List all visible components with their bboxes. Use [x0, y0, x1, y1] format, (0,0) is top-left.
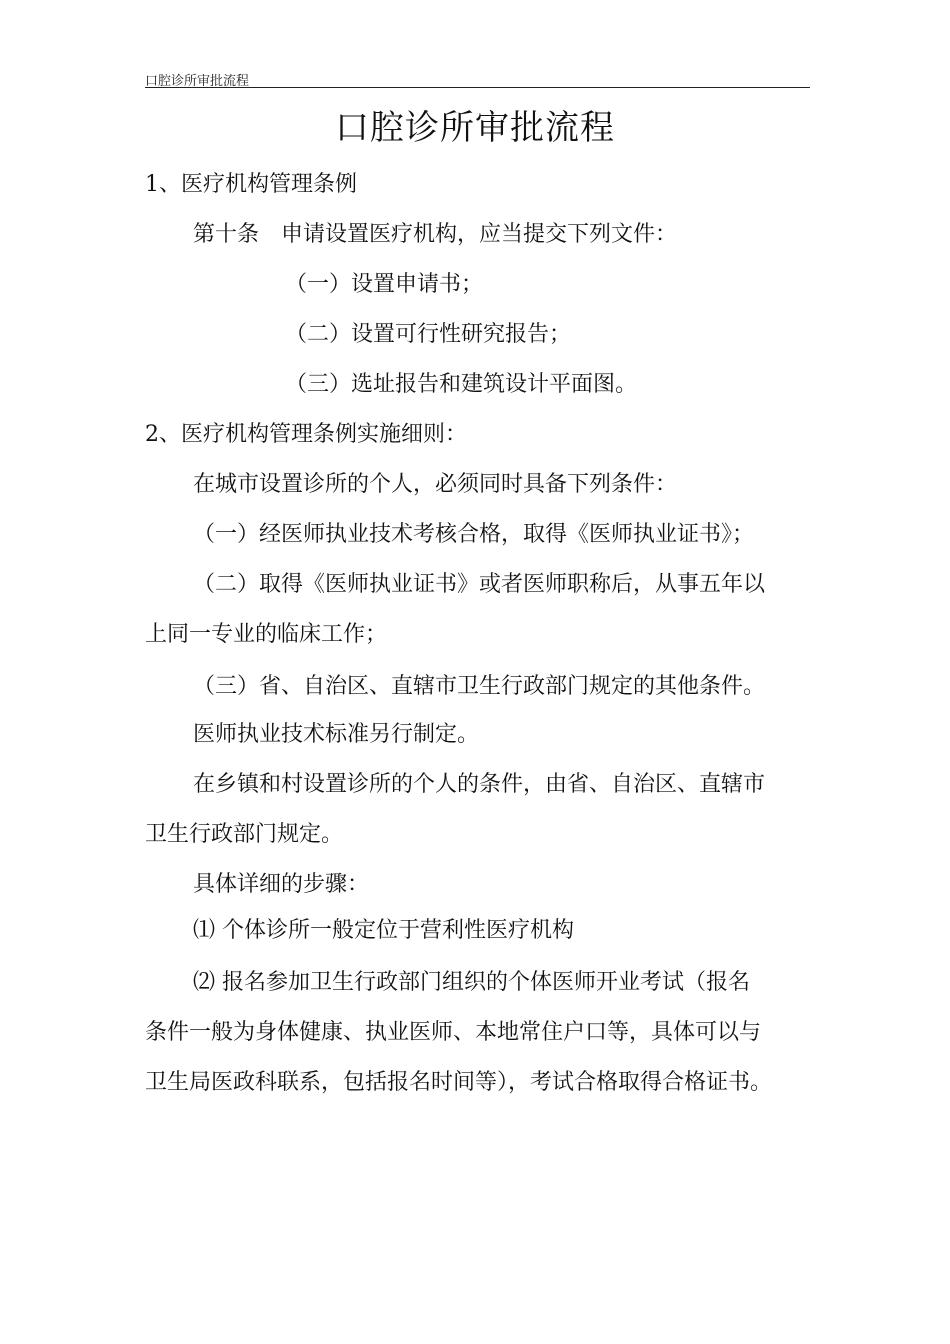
paragraph-line: 在城市设置诊所的个人，必须同时具备下列条件： — [193, 472, 678, 497]
paragraph-line: 条件一般为身体健康、执业医师、本地常住户口等，具体可以与 — [145, 1020, 762, 1045]
running-header: 口腔诊所审批流程 — [145, 74, 250, 89]
paragraph-line: 上同一专业的临床工作； — [145, 622, 388, 647]
header-divider — [145, 87, 810, 88]
page-title: 口腔诊所审批流程 — [335, 108, 615, 148]
list-item: （一）设置申请书； — [285, 272, 484, 297]
paragraph-line: 具体详细的步骤： — [193, 872, 370, 897]
list-item: （二）设置可行性研究报告； — [285, 322, 572, 347]
list-item: （二）取得《医师执业证书》或者医师职称后，从事五年以 — [193, 572, 766, 597]
section-heading-1: 1、医疗机构管理条例 — [145, 172, 357, 197]
step-item: ⑵ 报名参加卫生行政部门组织的个体医师开业考试（报名 — [193, 970, 750, 995]
list-item: （三）选址报告和建筑设计平面图。 — [285, 372, 638, 397]
paragraph-line: 卫生局医政科联系，包括报名时间等），考试合格取得合格证书。 — [145, 1070, 773, 1095]
article-ten-line: 第十条 申请设置医疗机构，应当提交下列文件： — [193, 222, 678, 247]
paragraph-line: 卫生行政部门规定。 — [145, 822, 344, 847]
step-item: ⑴ 个体诊所一般定位于营利性医疗机构 — [193, 918, 574, 943]
paragraph-line: 在乡镇和村设置诊所的个人的条件，由省、自治区、直辖市 — [193, 772, 766, 797]
list-item: （三）省、自治区、直辖市卫生行政部门规定的其他条件。 — [193, 674, 766, 699]
paragraph-line: 医师执业技术标准另行制定。 — [193, 722, 480, 747]
list-item: （一）经医师执业技术考核合格，取得《医师执业证书》； — [193, 522, 755, 547]
section-heading-2: 2、医疗机构管理条例实施细则： — [145, 422, 467, 447]
